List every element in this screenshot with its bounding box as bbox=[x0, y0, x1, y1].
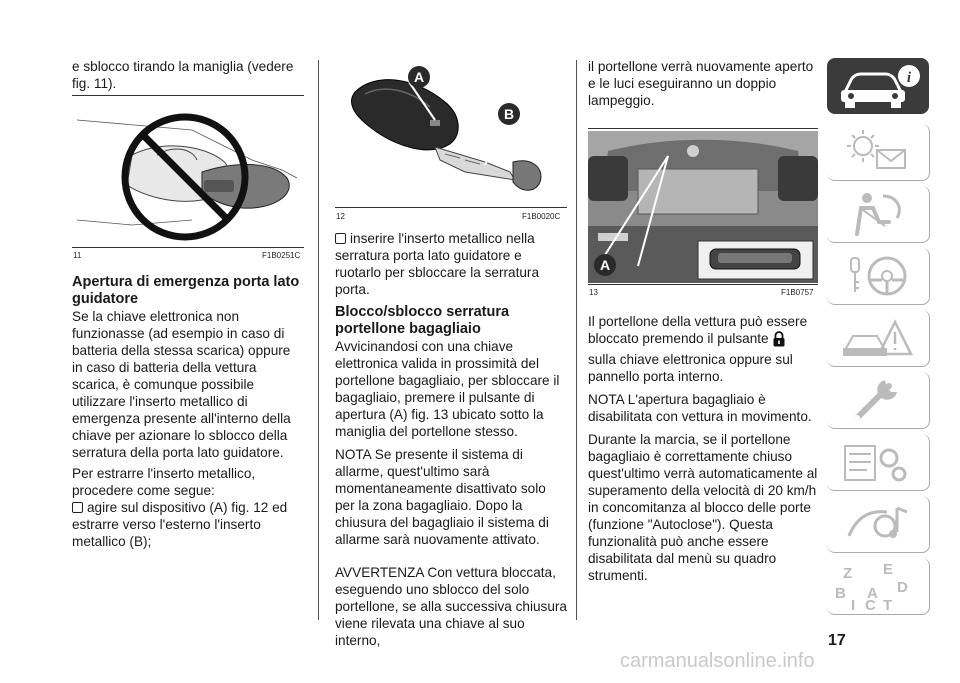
fig13-bottom-rule bbox=[588, 284, 818, 285]
fig12-code: F1B0020C bbox=[522, 212, 561, 221]
left-column bbox=[72, 0, 304, 98]
fig12-key-illustration bbox=[335, 62, 567, 207]
bullet-item-1: agire sul dispositivo (A) fig. 12 ed estrarre verso l'esterno l'inserto metallico (B); bbox=[72, 500, 288, 549]
fig11-number: 11 bbox=[73, 251, 82, 260]
svg-text:I: I bbox=[851, 597, 856, 614]
right-column-body bbox=[588, 313, 818, 590]
fig13-number: 13 bbox=[589, 288, 598, 297]
tab-technical-data[interactable] bbox=[827, 434, 930, 491]
column-separator-2 bbox=[576, 60, 577, 620]
svg-text:Z: Z bbox=[843, 565, 853, 582]
car-info-icon bbox=[827, 58, 929, 114]
tailgate-autoclose-para: Durante la marcia, se il portellone bagagliaio è correttamente chiuso quest'ultimo verrà automaticamente al superamento della velocità di 20 km/h in concomitanza al blocco delle porte (funzione "Autoclose"). Questa funzionalità può anche essere disabilitata dal menù su quadro strumenti. bbox=[588, 432, 818, 583]
bullet-item-2: inserire l'inserto metallico nella serratura porta lato guidatore e ruotarlo per sbloccare la serratura porta. bbox=[335, 231, 539, 297]
left-column-body bbox=[72, 268, 304, 556]
tailgate-lock-heading: Blocco/sblocco serratura portellone bagagliaio bbox=[335, 304, 510, 337]
middle-column-body bbox=[335, 230, 567, 655]
tab-emergency[interactable] bbox=[827, 310, 930, 367]
tab-maintenance[interactable] bbox=[827, 372, 930, 429]
emergency-door-para1: Se la chiave elettronica non funzionasse (ad esempio in caso di batteria della stessa scarica) oppure in caso di batteria della vettura scarica, è comunque possibile utilizzare l'inserto metallico di emergenza presente all'interno della chiave per azionare lo sblocco della serratura della porta lato guidatore. bbox=[72, 309, 291, 460]
svg-text:B: B bbox=[835, 585, 846, 602]
tab-starting-driving[interactable] bbox=[827, 248, 930, 305]
fig11-top-rule bbox=[72, 95, 304, 96]
fig13-tailgate-photo bbox=[588, 131, 818, 283]
tailgate-nota: NOTA Se presente il sistema di allarme, quest'ultimo sarà momentaneamente disattivato solo per la zona bagagliaio. Dopo la chiusura del bagagliaio il sistema di allarme sarà nuovamente attivato. bbox=[335, 447, 549, 547]
page-number: 17 bbox=[828, 632, 846, 649]
fig11-code: F1B0251C bbox=[262, 251, 301, 260]
tailgate-close-para: Il portellone della vettura può essere bloccato premendo il pulsante sulla chiave elettronica oppure sul pannello porta interno. bbox=[588, 314, 808, 384]
fig13-code: F1B0757 bbox=[781, 288, 814, 297]
emergency-triangle-icon bbox=[827, 310, 929, 366]
fig12-number: 12 bbox=[336, 212, 345, 221]
svg-text:D: D bbox=[897, 579, 908, 596]
tab-dashboard[interactable] bbox=[827, 124, 930, 181]
tailgate-para1: Avvicinandosi con una chiave elettronica valida in prossimità del portellone bagagliaio, per sbloccare il bagagliaio, premere il pulsante di apertura (A) fig. 13 ubicato sotto la maniglia del portellone stesso. bbox=[335, 339, 560, 439]
figure-13 bbox=[588, 131, 818, 283]
fig12-bottom-rule bbox=[335, 207, 567, 208]
fig12-label-a: A bbox=[413, 69, 425, 85]
svg-text:i: i bbox=[906, 70, 912, 86]
column-separator-1 bbox=[318, 60, 319, 620]
dashboard-warning-icon bbox=[827, 124, 929, 180]
svg-text:A: A bbox=[867, 585, 878, 602]
gears-icon bbox=[827, 434, 929, 490]
right-intro-text: il portellone verrà nuovamente aperto e le luci eseguiranno un doppio lampeggio. bbox=[588, 59, 814, 108]
footer-watermark: carmanualsonline.info bbox=[620, 650, 815, 672]
fig12-label-b: B bbox=[503, 106, 515, 122]
tab-multimedia[interactable] bbox=[827, 496, 930, 553]
bullet-box-icon bbox=[72, 502, 83, 513]
fig13-label-a: A bbox=[599, 257, 611, 273]
svg-text:E: E bbox=[883, 561, 894, 578]
emergency-door-para2: Per estrarre l'inserto metallico, procedere come segue: bbox=[72, 466, 256, 498]
emergency-door-heading: Apertura di emergenza porta lato guidatore bbox=[72, 274, 300, 307]
wrench-icon bbox=[827, 372, 929, 428]
figure-12 bbox=[335, 62, 567, 207]
bullet-box-icon bbox=[335, 233, 346, 244]
tailgate-avvertenza: AVVERTENZA Con vettura bloccata, eseguendo uno sblocco del solo portellone, se alla successiva chiusura viene rilevata una chiave al suo interno, bbox=[335, 565, 567, 648]
svg-text:C: C bbox=[865, 597, 876, 614]
lock-icon bbox=[772, 331, 786, 351]
left-intro-text: e sblocco tirando la maniglia (vedere fig. 11). bbox=[72, 59, 294, 91]
multimedia-icon bbox=[827, 496, 929, 552]
right-column bbox=[588, 0, 818, 115]
svg-text:T: T bbox=[883, 597, 893, 614]
key-steering-icon bbox=[827, 248, 929, 304]
airbag-seat-icon bbox=[827, 186, 929, 242]
alphabet-index-icon bbox=[827, 558, 929, 614]
fig11-no-handle-illustration bbox=[72, 100, 304, 245]
tab-safety[interactable] bbox=[827, 186, 930, 243]
fig11-bottom-rule bbox=[72, 247, 304, 248]
tab-car-info[interactable] bbox=[827, 58, 929, 114]
tab-index[interactable] bbox=[827, 558, 930, 615]
fig13-top-rule bbox=[588, 128, 818, 129]
figure-11 bbox=[72, 100, 304, 245]
tailgate-nota-2: NOTA L'apertura bagagliaio è disabilitata con vettura in movimento. bbox=[588, 392, 812, 424]
